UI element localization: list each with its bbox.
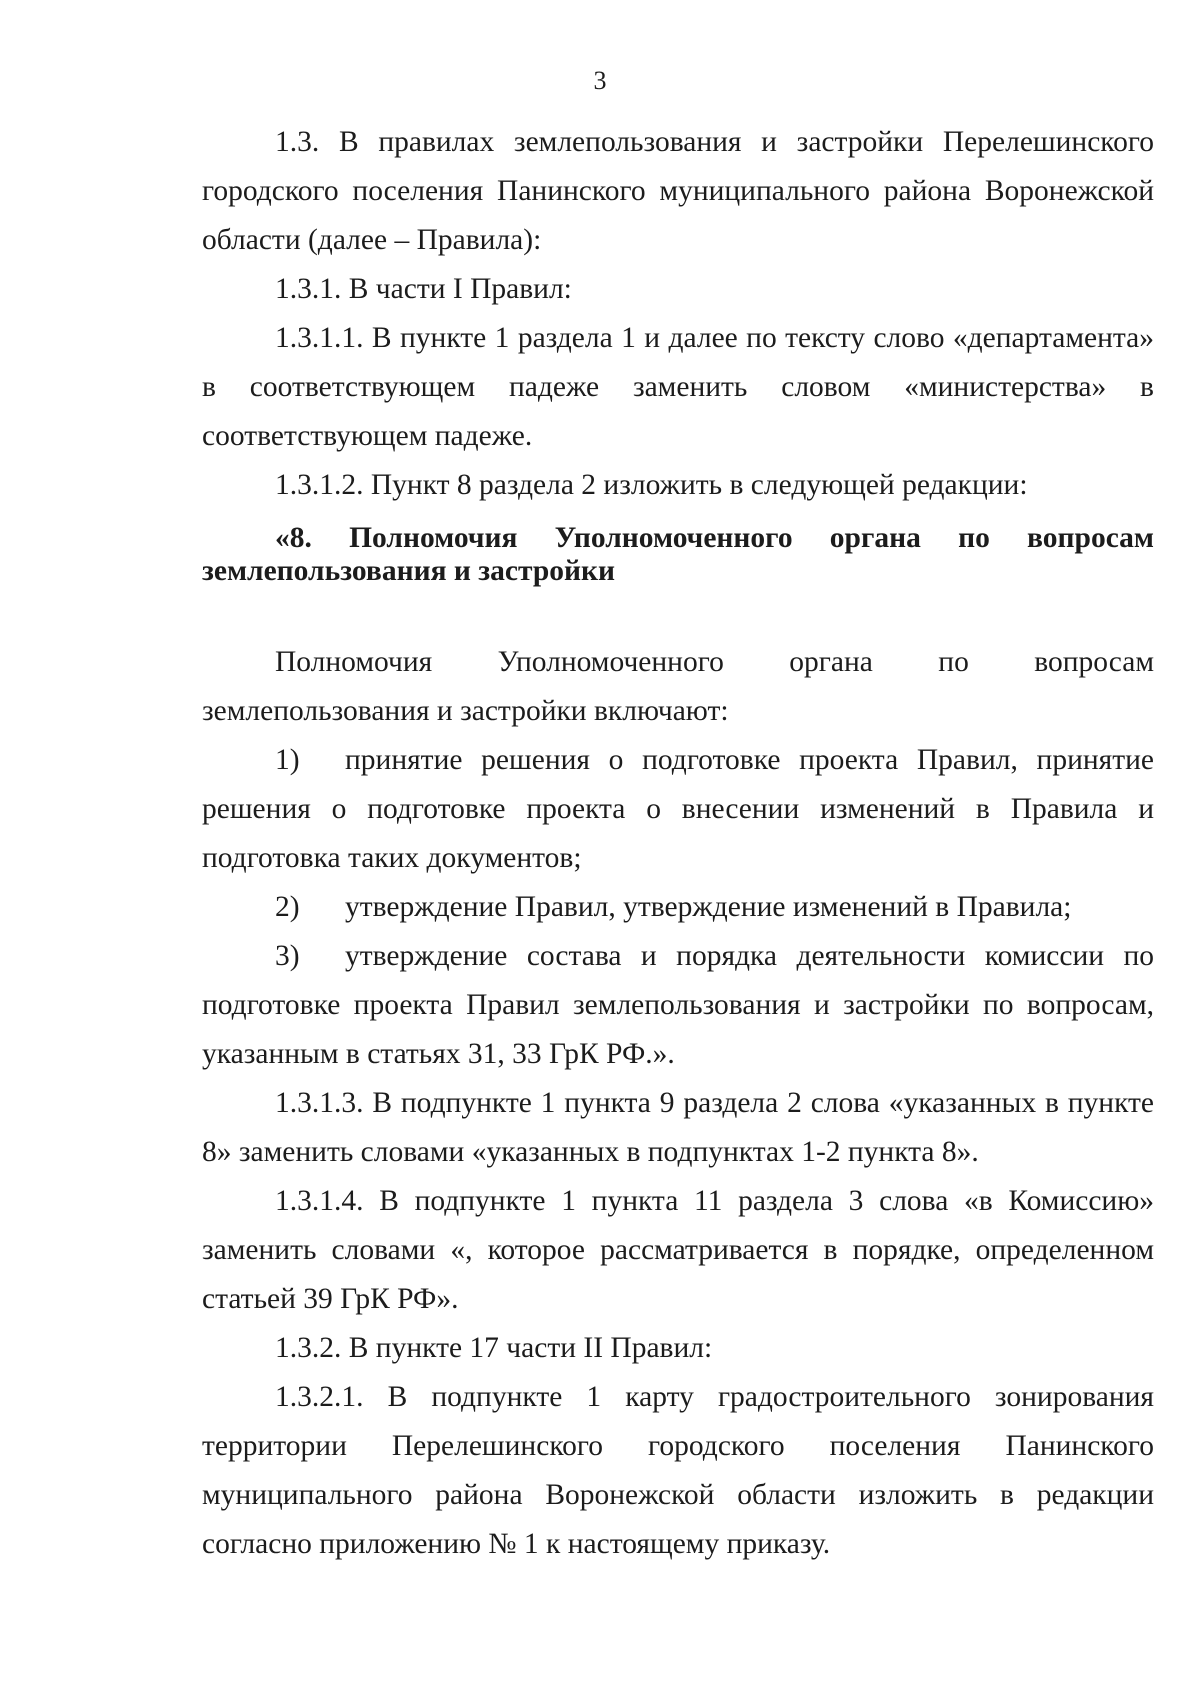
paragraph-1-3-1: 1.3.1. В части I Правил: — [275, 273, 572, 305]
page-number: 3 — [593, 66, 607, 95]
list-item-1 — [202, 736, 1154, 883]
list-item-2 — [202, 883, 1154, 932]
section-8-heading — [202, 522, 1154, 588]
list-item-number: 2) — [275, 891, 300, 923]
list-item-number: 3) — [275, 940, 300, 972]
list-item-text: утверждение Правил, утверждение изменений в Правила; — [345, 891, 1072, 923]
list-item-3 — [202, 932, 1154, 1079]
paragraph-powers-intro: Полномочия Уполномоченного органа по вопросам землепользования и застройки включают: — [202, 646, 1154, 727]
list-item-number: 1) — [275, 744, 300, 776]
list-item-text: принятие решения о подготовке проекта Правил, принятие решения о подготовке проекта о внесении изменений в Правила и подготовка таких документов; — [202, 744, 1154, 874]
paragraph-1-3-1-2: 1.3.1.2. Пункт 8 раздела 2 изложить в следующей редакции: — [275, 469, 1028, 501]
paragraph-1-3-2-1: 1.3.2.1. В подпункте 1 карту градостроительного зонирования территории Перелешинского городского поселения Панинского муниципального района Воронежской области изложить в редакции согласно приложению № 1 к настоящему приказу. — [202, 1381, 1154, 1560]
document-body — [202, 118, 1154, 1569]
list-item-text: утверждение состава и порядка деятельности комиссии по подготовке проекта Правил землепользования и застройки по вопросам, указанным в статьях 31, 33 ГрК РФ.». — [202, 940, 1154, 1070]
spacer — [202, 588, 1154, 638]
section-8-heading-line-2: землепользования и застройки — [202, 555, 615, 587]
paragraph-1-3-1-3: 1.3.1.3. В подпункте 1 пункта 9 раздела 2 слова «указанных в пункте 8» заменить словами «указанных в подпунктах 1-2 пункта 8». — [202, 1087, 1154, 1168]
paragraph-1-3-1-1: 1.3.1.1. В пункте 1 раздела 1 и далее по тексту слово «департамента» в соответствующем падеже заменить словом «министерства» в соответствующем падеже. — [202, 322, 1154, 452]
paragraph-1-3: 1.3. В правилах землепользования и застройки Перелешинского городского поселения Панинского муниципального района Воронежской области (далее – Правила): — [202, 126, 1154, 256]
section-8-heading-line-1: «8. Полномочия Уполномоченного органа по вопросам — [275, 522, 1154, 554]
paragraph-1-3-2: 1.3.2. В пункте 17 части II Правил: — [275, 1332, 713, 1364]
paragraph-1-3-1-4: 1.3.1.4. В подпункте 1 пункта 11 раздела 3 слова «в Комиссию» заменить словами «, которое рассматривается в порядке, определенном статьей 39 ГрК РФ». — [202, 1185, 1154, 1315]
